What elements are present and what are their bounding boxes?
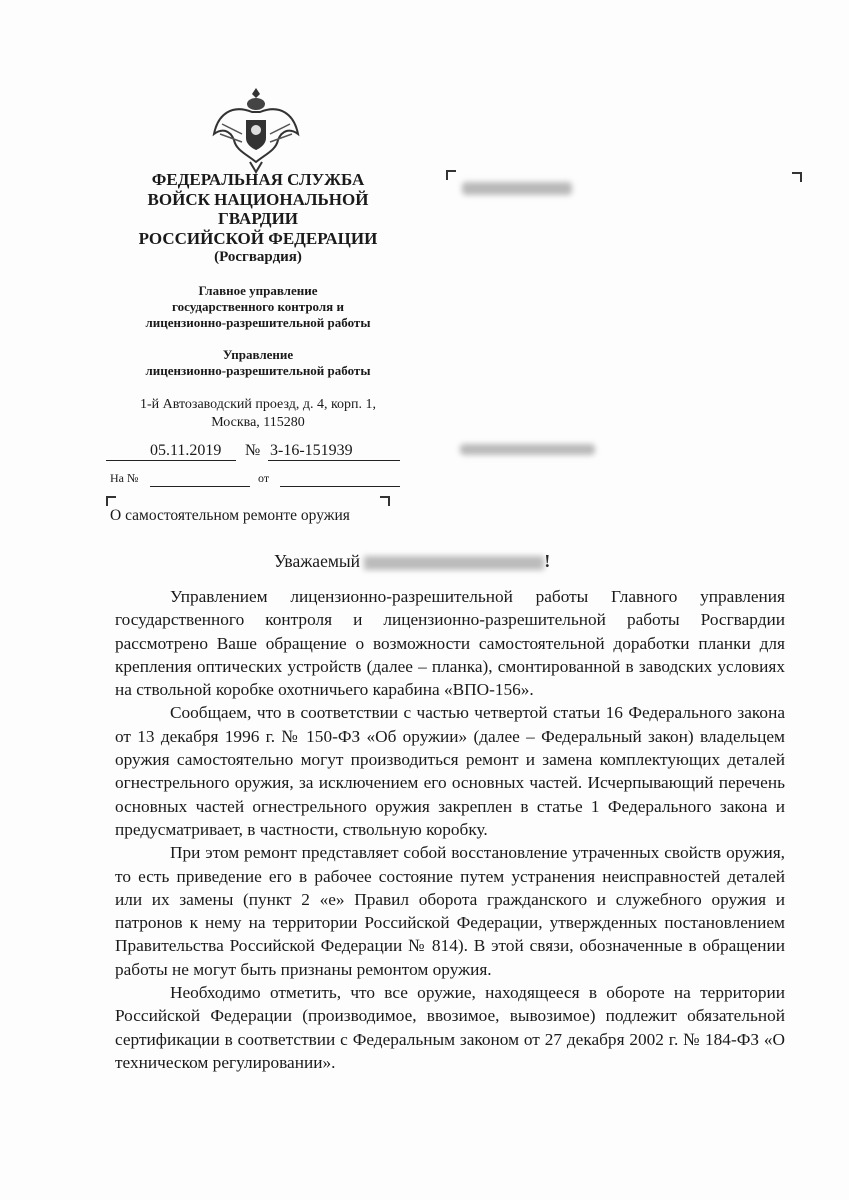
letter-subject: О самостоятельном ремонте оружия — [110, 507, 350, 524]
greeting-prefix: Уважаемый — [274, 551, 361, 571]
org-line: РОССИЙСКОЙ ФЕДЕРАЦИИ — [138, 228, 378, 248]
greeting-suffix: ! — [544, 551, 551, 571]
department-sub — [100, 347, 416, 379]
recipient-email-redacted — [460, 444, 595, 455]
body-paragraph: Сообщаем, что в соответствии с частью четвертой статьи 16 Федерального закона от 13 декабря 1996 г. № 150-ФЗ «Об оружии» (далее – Федеральный закон) владельцем оружия самостоятельно могут производиться ремонт и замена комплектующих деталей огнестрельного оружия, за исключением его основных частей. Исчерпывающий перечень основных частей огнестрельного оружия закреплен в статье 1 Федерального закона и предусматривает, в частности, ствольную коробку. — [115, 703, 785, 839]
org-line: (Росгвардия) — [214, 249, 302, 265]
org-line: ВОЙСК НАЦИОНАЛЬНОЙ — [147, 189, 369, 209]
letter-date: 05.11.2019 — [150, 442, 222, 459]
recipient-name-redacted — [462, 182, 572, 195]
address-line: 1-й Автозаводский проезд, д. 4, корп. 1, — [139, 397, 377, 412]
dept-line: лицензионно-разрешительной работы — [145, 315, 371, 330]
dept-line: Главное управление — [198, 283, 318, 298]
ref-from-label: от — [258, 471, 270, 485]
recipient-name-redacted — [364, 556, 544, 570]
address — [100, 396, 416, 432]
department-main — [100, 283, 416, 331]
greeting — [274, 551, 550, 572]
address-line: Москва, 115280 — [211, 415, 305, 430]
org-line: ГВАРДИИ — [217, 209, 299, 228]
dept-line: лицензионно-разрешительной работы — [145, 363, 371, 378]
body-paragraph: Необходимо отметить, что все оружие, находящееся в обороте на территории Российской Федерации (производимое, ввозимое, вывозимое) подлежит обязательной сертификации в соответствии с Федеральным законом от 27 декабря 2002 г. № 184-ФЗ «О техническом регулировании». — [115, 983, 785, 1072]
organization-name — [100, 170, 416, 268]
org-line: ФЕДЕРАЛЬНАЯ СЛУЖБА — [151, 170, 365, 189]
dept-line: государственного контроля и — [172, 299, 344, 314]
ref-number-label: На № — [110, 471, 139, 485]
number-label: № — [245, 442, 261, 459]
letter-number: 3-16-151939 — [270, 442, 353, 459]
dept-line: Управление — [222, 347, 294, 362]
letter-body — [115, 585, 785, 1074]
body-paragraph: При этом ремонт представляет собой восстановление утраченных свойств оружия, то есть приведение его в рабочее состояние путем устранения неисправностей деталей или их замены (пункт 2 «е» Правил оборота гражданского и служебного оружия и патронов к нему на территории Российской Федерации, утвержденных постановлением Правительства Российской Федерации № 814). В этой связи, обозначенные в обращении работы не могут быть признаны ремонтом оружия. — [115, 843, 785, 979]
eagle-emblem-icon — [212, 84, 300, 174]
body-paragraph: Управлением лицензионно-разрешительной работы Главного управления государственного контроля и лицензионно-разрешительной работы Росгвардии рассмотрено Ваше обращение о возможности самостоятельной доработки планки для крепления оптических устройств (далее – планка), смонтированной в заводских условиях на ствольной коробке охотничьего карабина «ВПО-156». — [115, 587, 785, 700]
